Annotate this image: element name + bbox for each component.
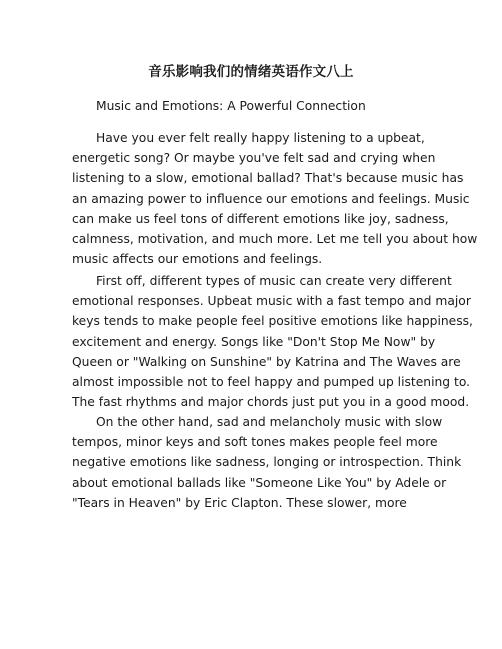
paragraph-line: almost impossible not to feel happy and pumped up listening to. — [72, 375, 471, 390]
paragraph-line: listening to a slow, emotional ballad? That's because music has — [72, 171, 464, 186]
paragraph-line: tempos, minor keys and soft tones makes people feel more — [72, 435, 438, 450]
paragraph-line: On the other hand, sad and melancholy music with slow — [96, 415, 443, 429]
essay-subtitle: Music and Emotions: A Powerful Connection — [96, 99, 366, 113]
paragraph-line: "Tears in Heaven" by Eric Clapton. These slower, more — [72, 495, 407, 510]
paragraph-line: music affects our emotions and feelings. — [72, 252, 323, 267]
paragraph-line: keys tends to make people feel positive emotions like happiness, — [72, 314, 473, 329]
paragraph-line: an amazing power to influence our emotions and feelings. Music — [72, 191, 470, 206]
paragraph-line: emotional responses. Upbeat music with a fast tempo and major — [72, 294, 471, 309]
paragraph-line: First off, different types of music can create very different — [96, 274, 452, 288]
paragraph-line: about emotional ballads like "Someone Like You" by Adele or — [72, 475, 447, 490]
paragraph-line: energetic song? Or maybe you've felt sad and crying when — [72, 151, 436, 166]
paragraph-line: Queen or "Walking on Sunshine" by Katrina and The Waves are — [72, 354, 461, 369]
paragraph-line: The fast rhythms and major chords just put you in a good mood. — [72, 395, 470, 410]
paragraph-line: negative emotions like sadness, longing or introspection. Think — [72, 455, 462, 470]
paragraph-line: Have you ever felt really happy listening to a upbeat, — [96, 131, 425, 145]
paragraph-line: can make us feel tons of different emotions like joy, sadness, — [72, 211, 449, 226]
paragraph-2 — [72, 271, 473, 412]
paragraph-1 — [72, 128, 478, 269]
paragraph-line: excitement and energy. Songs like "Don't Stop Me Now" by — [72, 334, 436, 349]
paragraph-line: calmness, motivation, and much more. Let me tell you about how — [72, 232, 478, 247]
paragraph-3 — [72, 412, 462, 513]
document-title: 音乐影响我们的情绪英语作文八上 — [148, 64, 354, 80]
